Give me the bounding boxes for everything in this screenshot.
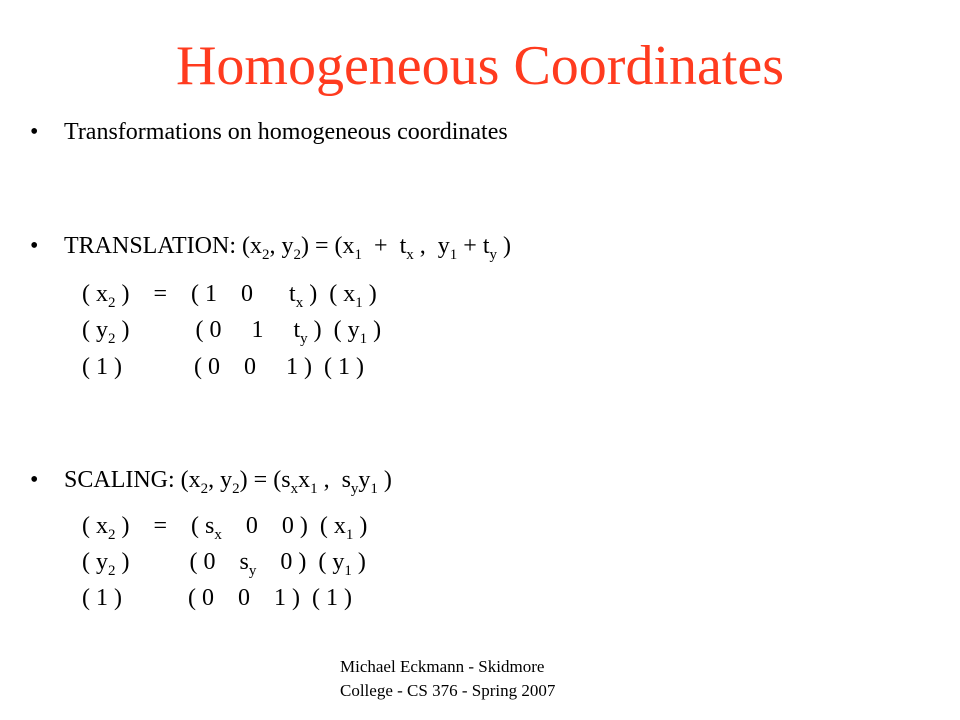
slide-footer <box>340 655 555 703</box>
footer-line-2: College - CS 376 - Spring 2007 <box>340 681 556 700</box>
scaling-matrix-row-3: ( 1 ) ( 0 0 1 ) ( 1 ) <box>82 585 352 611</box>
bullet-intro <box>30 120 508 144</box>
translation-matrix-row-2: ( $y_2$ ) ( 0 1 $t_y$ ) ( $y_1$ ) <box>82 317 382 347</box>
footer-line-1: Michael Eckmann - Skidmore <box>340 657 545 676</box>
bullet-translation <box>30 233 511 263</box>
scaling-equation: ($x_2$, $y_2) = (s_xx_1$ , $s_yy_1$ ) <box>180 467 392 497</box>
bullet-dot: • <box>30 467 39 493</box>
scaling-matrix-row-2: ( $y_2$ ) ( 0 $s_y$ 0 ) ( $y_1$ ) <box>82 549 366 579</box>
bullet-dot: • <box>30 119 39 145</box>
slide-title: Homogeneous Coordinates <box>175 35 785 97</box>
translation-matrix-row-3: ( 1 ) ( 0 0 1 ) ( 1 ) <box>82 354 364 380</box>
bullet-scaling <box>30 467 392 497</box>
bullet-dot: • <box>30 233 39 259</box>
translation-matrix-row-1: ( $x_2$ ) = ( 1 0 $t_x$ ) ( $x_1$ ) <box>82 281 377 311</box>
bullet-intro-text: Transformations on homogeneous coordinates <box>64 119 508 145</box>
scaling-matrix-row-1: ( $x_2$ ) = ( $s_x$ 0 0 ) ( $x_1$ ) <box>82 513 368 543</box>
scaling-label: SCALING: <box>64 467 181 493</box>
translation-equation: ($x_2$, $y_2) = (x_1 + t_x$ , $y_1 + t_y$ ) <box>242 233 511 263</box>
translation-label: TRANSLATION: <box>64 233 242 259</box>
